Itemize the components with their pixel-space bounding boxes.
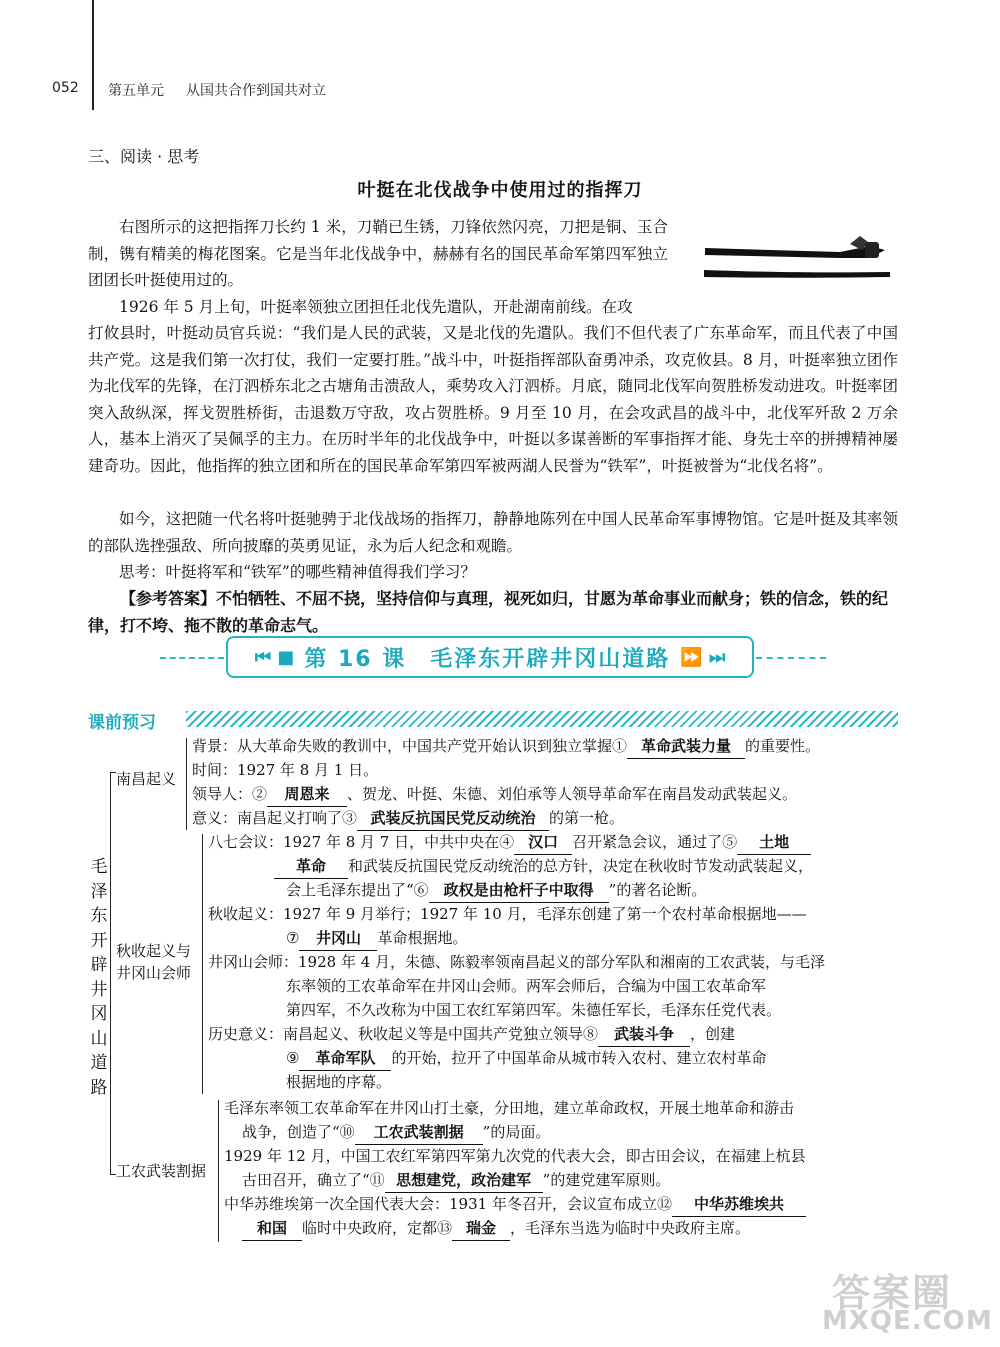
lesson-title: 第 16 课 毛泽东开辟井冈山道路 [304,646,671,672]
workers-line-6: 和国 临时中央政府，定都⑬ 瑞金 ，毛泽东当选为临时中央政府主席。 [242,1216,750,1241]
workers-brace [218,1100,219,1242]
reference-answer: 【参考答案】不怕牺牲、不屈不挠，坚持信仰与真理，视死如归，甘愿为革命事业而献身；铁的信念，铁的纪律，打不垮、拖不散的革命志气。 [88,589,889,635]
blank-12b: 和国 [242,1216,302,1241]
blank-13: 瑞金 [452,1216,510,1241]
autumn-line-3: 会上毛泽东提出了“⑥ 政权是由枪杆子中取得 ”的著名论断。 [286,878,706,903]
banner-dash-right [756,657,826,659]
category-autumn: 秋收起义与井冈山会师 [116,942,192,982]
workers-line-1: 毛泽东率领工农革命军在井冈山打土豪，分田地，建立革命政权，开展土地革命和游击 [224,1099,795,1117]
blank-12a: 中华苏维埃共 [672,1192,806,1217]
preview-hatch-divider [186,711,898,727]
blank-3: 武装反抗国民党反动统治 [357,806,549,831]
article-paragraph-2-start: 1926 年 5 月上旬，叶挺率领独立团担任北伐先遣队，开赴湖南前线。在攻 [119,298,633,316]
article-paragraph-1: 右图所示的这把指挥刀长约 1 米，刀鞘已生锈，刀锋依然闪亮，刀把是铜、玉合制，镌有精美的梅花图案。它是当年北伐战争中，赫赫有名的国民革命军第四军独立团团长叶挺使用过的。 [88,218,668,290]
autumn-line-7: 东率领的工农革命军在井冈山会师。两军会师后，合编为中国工农革命军 [286,977,767,995]
workers-line-4: 古田召开，确立了“⑪ 思想建党，政治建军 ”的建党建军原则。 [242,1168,670,1193]
autumn-line-9: 历史意义：南昌起义、秋收起义等是中国共产党独立领导⑧ 武装斗争 ，创建 [208,1022,735,1047]
skip-forward-icon: ⏩ ⏭ [680,646,726,668]
nanchang-line-1: 背景：从大革命失败的教训中，中国共产党开始认识到独立掌握① 革命武装力量 的重要性。 [192,734,820,759]
blank-9: 革命军队 [299,1046,391,1071]
outline-root: 毛泽东开辟井冈山道路 [90,857,108,1098]
blank-6: 政权是由枪杆子中取得 [429,878,609,903]
article-paragraph-3: 如今，这把随一代名将叶挺驰骋于北伐战场的指挥刀，静静地陈列在中国人民革命军事博物馆。它是叶挺及其率领的部队选挫强敌、所向披靡的英勇见证，永为后人纪念和观瞻。 [88,510,898,555]
watermark-url: MXQE.COM [822,1306,993,1336]
autumn-line-8: 第四军，不久改称为中国工农红军第四军。朱德任军长，毛泽东任党代表。 [286,1001,782,1019]
section-title: 三、阅读 · 思考 [88,147,200,166]
blank-7: 井冈山 [299,926,377,951]
unit-title: 从国共合作到国共对立 [186,83,326,99]
command-sword-image [700,228,900,298]
lesson-banner [226,636,754,678]
autumn-line-10: ⑨ 革命军队 的开始，拉开了中国革命从城市转入农村、建立农村革命 [286,1046,766,1071]
nanchang-line-4: 意义：南昌起义打响了③ 武装反抗国民党反动统治 的第一枪。 [192,806,624,831]
nanchang-brace [186,738,187,830]
preview-label: 课前预习 [88,713,156,733]
category-workers: 工农武装割据 [116,1162,207,1180]
page-number: 052 [52,80,79,96]
header-vertical-rule [92,0,94,110]
article-paragraph-2: 打攸县时，叶挺动员官兵说：“我们是人民的武装，又是北伐的先遣队。我们不但代表了广东革命军，而且代表了中国共产党。这是我们第一次打仗，我们一定要打胜。”战斗中，叶挺指挥部队奋勇冲杀，攻克攸县。8 月，叶挺率独立团作为北伐军的先锋，在汀泗桥东北之古塘角击溃敌人，乘势攻入汀泗桥。月底，随同北伐军向贺胜桥发动进攻。叶挺率团突入敌纵深，挥戈贺胜桥街，击退数万守敌，攻占贺胜桥。9 月至 10 月，在会攻武昌的战斗中，北伐军歼敌 2 万余人，基本上消灭了吴佩孚的主力。在历时半年的北伐战争中，叶挺以多谋善断的军事指挥才能、身先士卒的拼搏精神屡建奇功。因此，他指挥的独立团和所在的国民革命军第四军被两湖人民誉为“铁军”，叶挺被誉为“北伐名将”。 [88,324,898,475]
blank-1: 革命武装力量 [627,734,745,759]
unit-label: 第五单元 [108,83,164,99]
nanchang-line-2: 时间：1927 年 8 月 1 日。 [192,761,379,779]
workers-line-3: 1929 年 12 月，中国工农红军第四军第九次党的代表大会，即古田会议，在福建上杭县 [224,1147,806,1165]
autumn-line-11: 根据地的序幕。 [286,1073,392,1091]
blank-5b: 革命 [274,854,348,879]
question-text: 思考：叶挺将军和“铁军”的哪些精神值得我们学习？ [119,563,476,581]
blank-11: 思想建党，政治建军 [385,1168,543,1193]
blank-2: 周恩来 [267,782,347,807]
autumn-brace [202,834,203,1094]
article-title: 叶挺在北伐战争中使用过的指挥刀 [357,180,643,201]
blank-8: 武装斗争 [598,1022,690,1047]
autumn-line-2: 革命 和武装反抗国民党反动统治的总方针，决定在秋收时节发动武装起义， [274,854,813,879]
nanchang-line-3: 领导人：② 周恩来 、贺龙、叶挺、朱德、刘伯承等人领导革命军在南昌发动武装起义。 [192,782,797,807]
root-brace [110,772,111,1174]
autumn-line-1: 八七会议：1927 年 8 月 7 日，中共中央在④ 汉口 召开紧急会议，通过了⑤ 土地 [208,830,811,855]
blank-4: 汉口 [514,830,572,855]
skip-back-icon: ⏮ ■ [254,646,295,668]
banner-dash-left [160,657,224,659]
blank-5a: 土地 [737,830,811,855]
autumn-line-5: ⑦ 井冈山 革命根据地。 [286,926,467,951]
category-nanchang: 南昌起义 [116,770,177,788]
autumn-line-6: 井冈山会师：1928 年 4 月，朱德、陈毅率领南昌起义的部分军队和湘南的工农武装，与毛泽 [208,953,826,971]
watermark-logo: 答案圈 [832,1271,953,1315]
blank-10: 工农武装割据 [355,1120,483,1145]
autumn-line-4: 秋收起义：1927 年 9 月举行；1927 年 10 月，毛泽东创建了第一个农村革命根据地—— [208,905,807,923]
workers-line-5: 中华苏维埃第一次全国代表大会：1931 年冬召开，会议宣布成立⑫ 中华苏维埃共 [224,1192,806,1217]
workers-line-2: 战争，创造了“⑩ 工农武装割据 ”的局面。 [242,1120,550,1145]
